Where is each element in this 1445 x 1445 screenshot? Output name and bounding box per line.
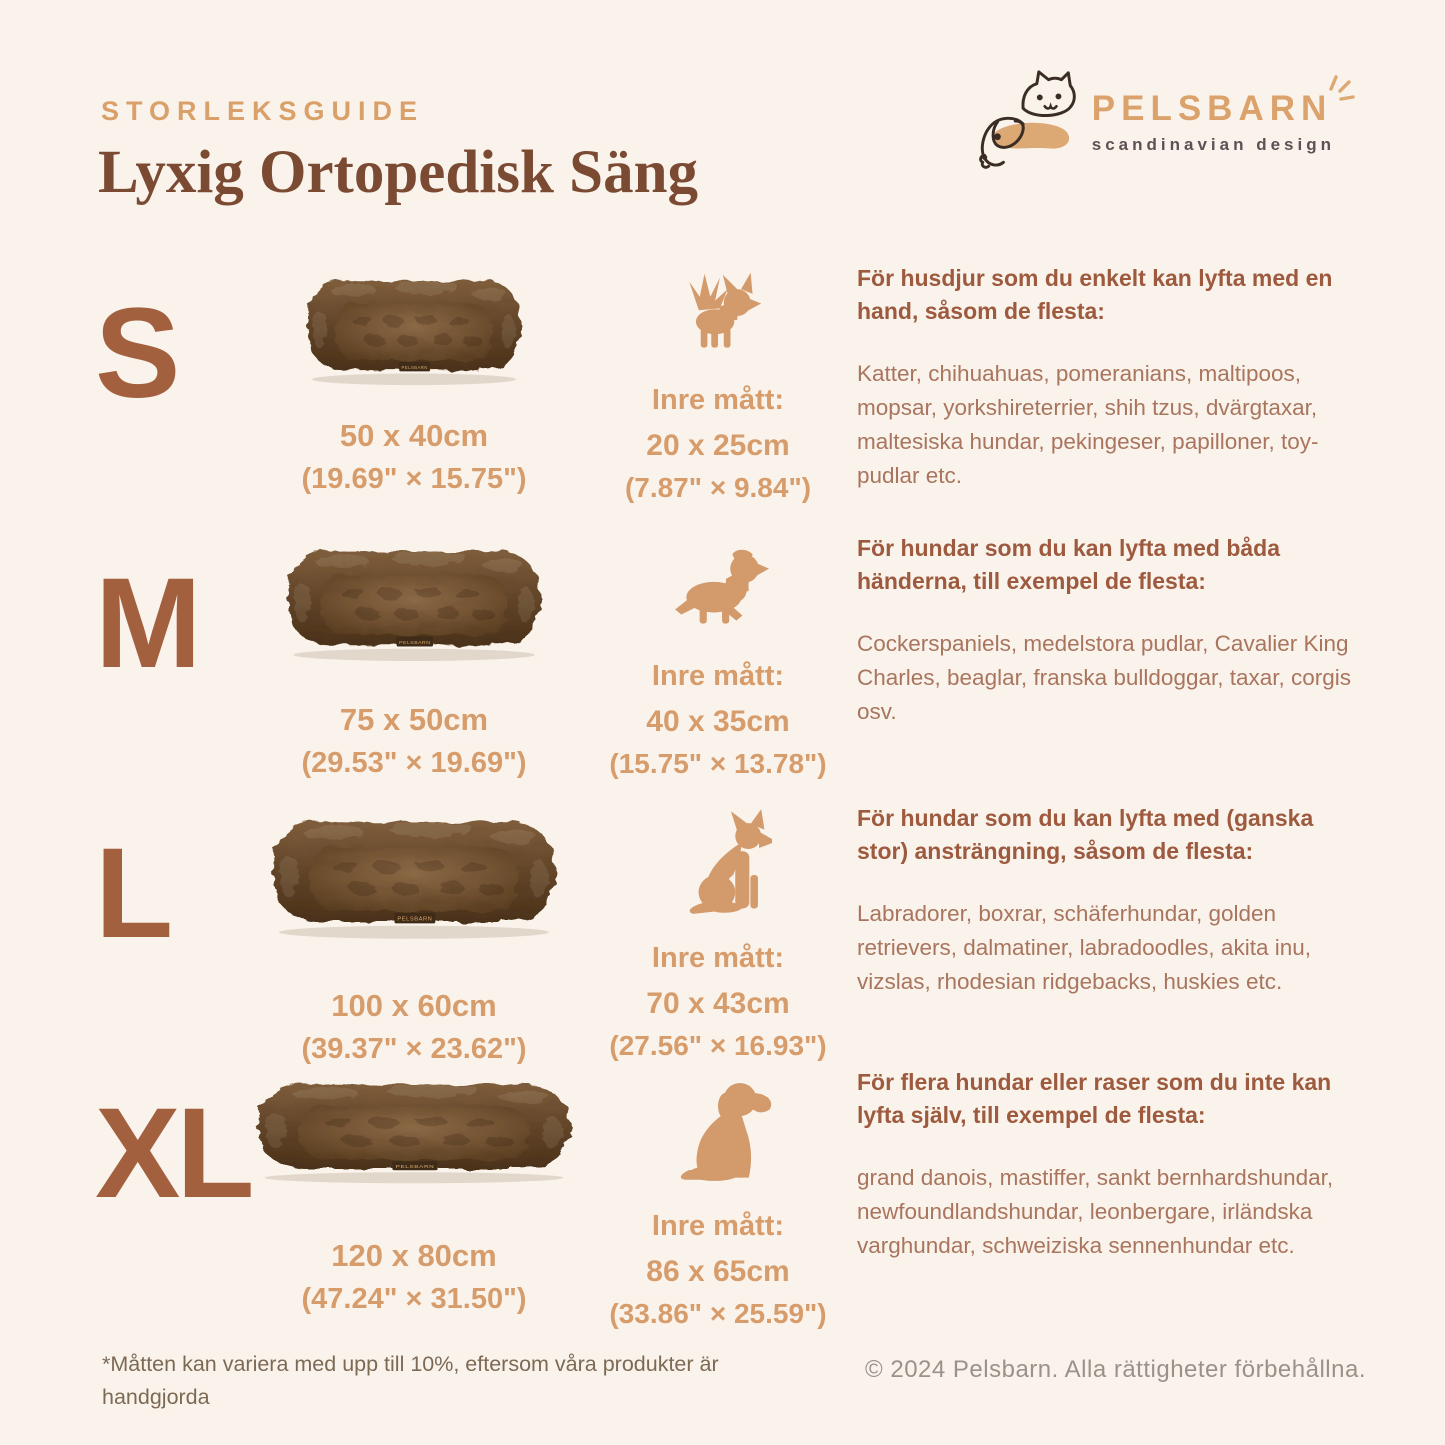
inner-dimensions-label: Inre mått:: [651, 942, 785, 974]
eyebrow-label: STORLEKSGUIDE: [101, 96, 425, 126]
page-title: Lyxig Ortopedisk Säng: [98, 139, 698, 206]
inner-dimensions-inches: (15.75" × 13.78"): [609, 748, 827, 779]
bed-photo: [300, 272, 528, 388]
chihuahua-icon: [670, 268, 766, 364]
bed-photo: [279, 542, 549, 664]
outer-dimensions-inches: (39.37" × 23.62"): [301, 1033, 527, 1065]
outer-dimensions-cm: 75 x 50cm: [339, 702, 489, 737]
size-row-xl: [95, 1062, 1357, 1329]
outer-dimensions-inches: (19.69" × 15.75"): [301, 463, 527, 495]
size-row-l: [95, 798, 1357, 1065]
copyright-notice: © 2024 Pelsbarn. Alla rättigheter förbehållna.: [865, 1356, 1366, 1383]
row-breed-list: grand danois, mastiffer, sankt bernhardshundar, newfoundlandshundar, leonbergare, irländska varghundar, schweiziska sennenhundar etc.: [857, 1165, 1334, 1258]
bed-photo: [247, 1076, 581, 1186]
row-heading: För hundar som du kan lyfta med båda händerna, till exempel de flesta:: [857, 535, 1281, 594]
brand-tagline: scandinavian design: [1091, 135, 1335, 154]
inner-dimensions-inches: (7.87" × 9.84"): [624, 472, 812, 503]
row-breed-list: Labradorer, boxrar, schäferhundar, golden retrievers, dalmatiner, labradoodles, akita inu, vizslas, rhodesian ridgebacks, huskies etc.: [857, 901, 1311, 994]
outer-dimensions-cm: 50 x 40cm: [339, 418, 489, 453]
row-breed-list: Katter, chihuahuas, pomeranians, maltipoos, mopsar, yorkshireterrier, shih tzus, dvärgtaxar, maltesiska hundar, pekingeser, papilloner, toy-pudlar etc.: [857, 361, 1319, 488]
size-row-s: [95, 258, 1357, 526]
size-letter: S: [95, 282, 181, 425]
german-shepherd-icon: [664, 808, 772, 916]
bed-photo: [263, 812, 565, 942]
outer-dimensions-inches: (47.24" × 31.50"): [301, 1283, 527, 1315]
saint-bernard-icon: [663, 1072, 773, 1182]
inner-dimensions-label: Inre mått:: [651, 660, 785, 692]
sparkle-icon: [1325, 73, 1359, 107]
inner-dimensions-cm: 40 x 35cm: [646, 705, 790, 738]
inner-dimensions-label: Inre mått:: [651, 384, 785, 416]
pelsbarn-logo: [968, 66, 1353, 178]
size-row-m: [95, 528, 1357, 796]
outer-dimensions-cm: 120 x 80cm: [331, 1238, 497, 1273]
inner-dimensions-label: Inre mått:: [651, 1210, 785, 1242]
cat-and-dog-logo-icon: [968, 66, 1086, 178]
row-heading: För husdjur som du enkelt kan lyfta med en hand, såsom de flesta:: [857, 265, 1333, 324]
row-breed-list: Cockerspaniels, medelstora pudlar, Cavalier King Charles, beaglar, franska bulldoggar, taxar, corgis osv.: [857, 631, 1352, 724]
size-letter: XL: [95, 1082, 251, 1225]
row-heading: För flera hundar eller raser som du inte kan lyfta själv, till exempel de flesta:: [857, 1069, 1332, 1128]
row-heading: För hundar som du kan lyfta med (ganska stor) ansträngning, såsom de flesta:: [857, 805, 1314, 864]
size-letter: L: [95, 822, 174, 965]
outer-dimensions-cm: 100 x 60cm: [331, 988, 497, 1023]
inner-dimensions-cm: 70 x 43cm: [646, 987, 790, 1020]
inner-dimensions-cm: 86 x 65cm: [646, 1255, 790, 1288]
outer-dimensions-inches: (29.53" × 19.69"): [301, 747, 527, 779]
measurements-footnote: *Måtten kan variera med upp till 10%, eftersom våra produkter är handgjorda: [102, 1352, 719, 1410]
size-letter: M: [95, 552, 202, 695]
cocker-spaniel-icon: [667, 538, 769, 640]
inner-dimensions-inches: (27.56" × 16.93"): [609, 1030, 827, 1061]
inner-dimensions-cm: 20 x 25cm: [646, 429, 790, 462]
inner-dimensions-inches: (33.86" × 25.59"): [609, 1298, 827, 1329]
brand-name: PELSBARN: [1091, 89, 1333, 128]
